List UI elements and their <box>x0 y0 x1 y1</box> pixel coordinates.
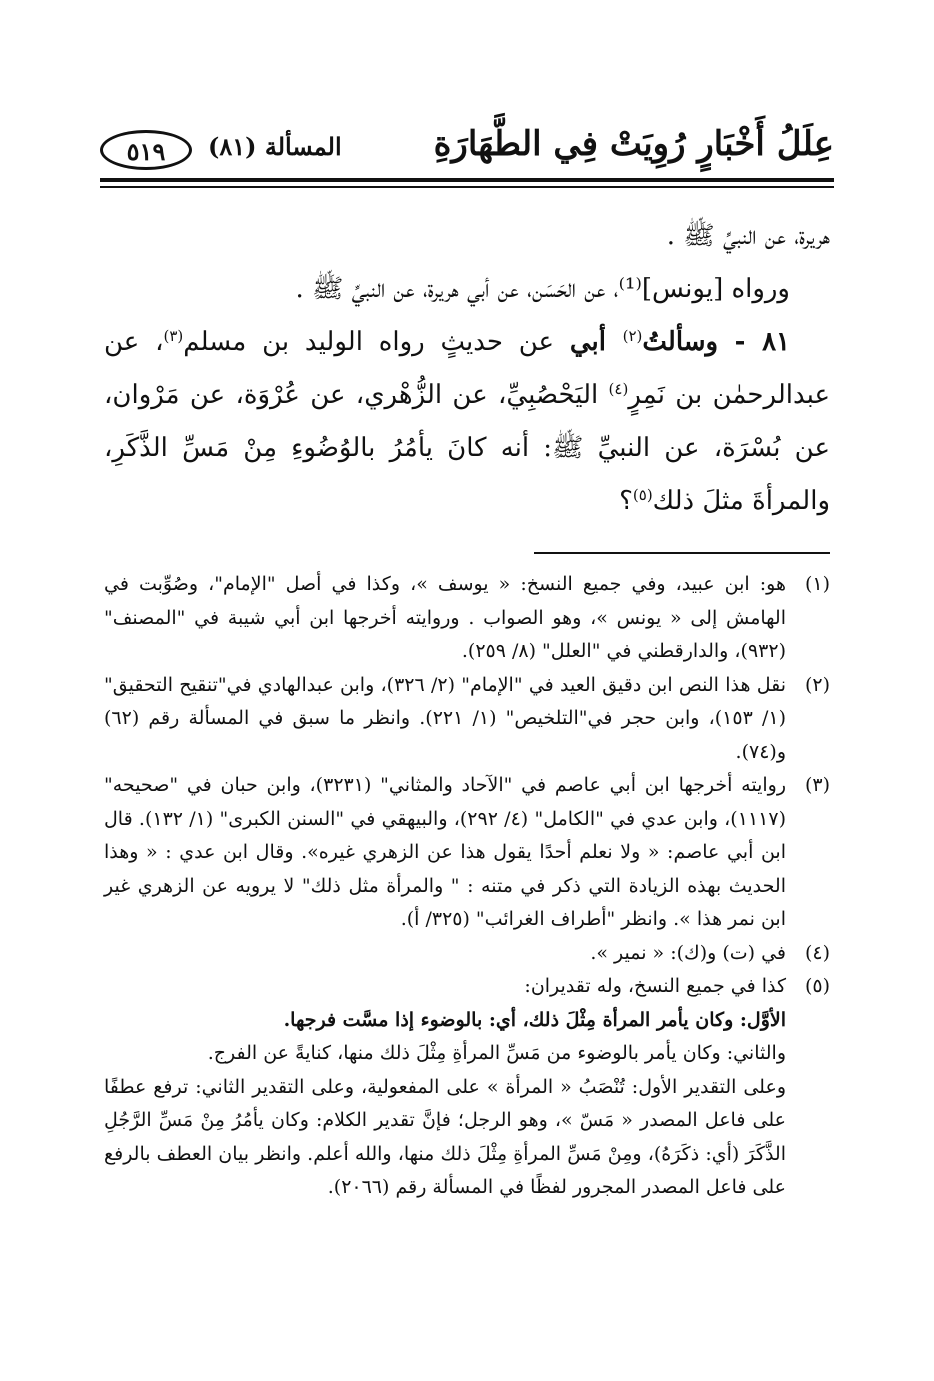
footnote-line: روايته أخرجها ابن أبي عاصم في "الآحاد والمثاني" (٣٢٣١)، وابن حبان في "صحيحه" (١١١٧)، وابن عدي في "الكامل" (٤/ ٢٩٢)، والبيهقي في "السنن الكبرى" (١/ ١٣٢). قال ابن أبي عاصم: « ولا نعلم أحدًا يقول هذا عن الزهري غيره». وقال ابن عدي : « وهذا الحديث بهذه الزيادة التي ذكر في متنه : " والمرأة مثل ذلك" لا يرويه عن الزهري غير ابن نمر هذا ». وانظر "أطراف الغرائب" (٣٢٥/ أ). <box>104 774 787 930</box>
footnote-line: وعلى التقدير الأول: تُنْصَبُ « المرأة » على المفعولية، وعلى التقدير الثاني: ترفع عطفًا على فاعل المصدر « مَسّ »، وهو الرجل؛ فإنَّ تقدير الكلام: وكان يأمُرُ مِنْ مَسِّ الرَّجُلِ الذَّكَرَ (أي: ذكَرَهُ)، ومِنْ مَسِّ المرأةِ مِثْلَ ذلك منها، والله أعلم. وانظر بيان العطف بالرفع على فاعل المصدر المجرور لفظًا في المسألة رقم (٢٠٦٦). <box>104 1075 786 1198</box>
footnote-line: كذا في جميع النسخ، وله تقديران: <box>524 975 786 997</box>
footnote-number: (٢) <box>804 673 830 696</box>
footnote-text <box>104 568 786 669</box>
question-text-a: عن حديثٍ رواه الوليد بن مسلم <box>183 327 570 357</box>
footnote-ref-2[interactable]: (٢) <box>622 327 643 345</box>
book-title: عِلَلُ أَخْبَارٍ رُوِيَتْ فِي الطَّهَارَةِ <box>433 124 834 164</box>
footnote-line: والثاني: وكان يأمر بالوضوء من مَسِّ المرأةِ مِثْلَ ذلك منها، كنايةً عن الفرج. <box>207 1042 786 1064</box>
footnote-text <box>104 769 786 937</box>
footnote-3 <box>104 769 830 937</box>
question-text-b: ، عن عبدالرحمٰن بن نَمِرٍ <box>104 327 830 410</box>
footnote-text <box>104 937 786 971</box>
footnote-number: (٤) <box>804 941 830 964</box>
footnote-line: نقل هذا النص ابن دقيق العيد في "الإمام" (٢/ ٣٢٦)، وابن عبدالهادي في"تنقيح التحقيق" (١/ ١٥٣)، وابن حجر في"التلخيص" (١/ ٢٢١). وانظر ما سبق في المسألة رقم (٦٢) و(٧٤). <box>104 673 787 763</box>
page-number: ٥١٩ <box>100 130 192 170</box>
question-end: ؟ <box>619 486 633 516</box>
question-number: ٨١ - <box>718 327 790 357</box>
page-header <box>100 118 834 176</box>
footnote-number: (٣) <box>804 774 830 796</box>
footnote-line: هو: ابن عبيد، وفي جميع النسخ: « يوسف »، وكذا في أصل "الإمام"، وصُوِّبت في الهامش إلى « يونس »، وهو الصواب . وروايته أخرجها ابن أبي شيبة في "المصنف" (٩٣٢)، والدارقطني في "العلل" (٨/ ٢٥٩). <box>104 573 786 662</box>
footnote-ref-4[interactable]: (٤) <box>608 380 629 398</box>
question-text-c: اليَحْصُبِيِّ، عن الزُّهْري، عن عُرْوَة، عن مَرْوان، عن بُسْرَة، عن النبيِّ ﷺ: أنه كانَ يأمُرُ بالوُضُوءِ مِنْ مَسِّ الذَّكَرِ، والمرأةَ مثلَ ذلك <box>104 380 830 516</box>
footnote-1 <box>104 568 830 669</box>
footnote-line: في (ت) و(ك): « نمير ». <box>590 941 786 964</box>
footnote-number: (٥) <box>804 975 830 997</box>
footnote-separator <box>534 552 830 554</box>
footnote-ref-3[interactable]: (٣) <box>163 327 184 345</box>
footnote-5 <box>104 970 830 1205</box>
footnote-4 <box>104 937 830 971</box>
footnote-text <box>104 669 786 770</box>
header-rule-thick <box>100 178 834 182</box>
footnote-2 <box>104 669 830 770</box>
question-81 <box>104 316 830 528</box>
issue-label: المسألة (٨١) <box>208 132 342 161</box>
header-rule-thin <box>100 186 834 188</box>
question-lead-2: أبي <box>569 327 623 357</box>
footnote-line: الأوَّل: وكان يأمر المرأة مِثْلَ ذلك، أي: بالوضوء إذا مسَّت فرجها. <box>283 1008 786 1031</box>
question-lead: وسألتُ <box>642 327 719 357</box>
footnote-number: (١) <box>804 573 830 595</box>
footnotes <box>104 568 830 1205</box>
footnote-ref-5[interactable]: (٥) <box>632 486 653 504</box>
text-line-2: ورواه [يونس]⁽¹⁾، عن الحَسَن، عن أبي هريرة، عن النبيِّ ﷺ . <box>295 274 790 304</box>
text-line-1: هريرة، عن النبيِّ ﷺ . <box>666 221 830 251</box>
main-text <box>104 210 830 528</box>
footnote-text <box>104 970 786 1205</box>
